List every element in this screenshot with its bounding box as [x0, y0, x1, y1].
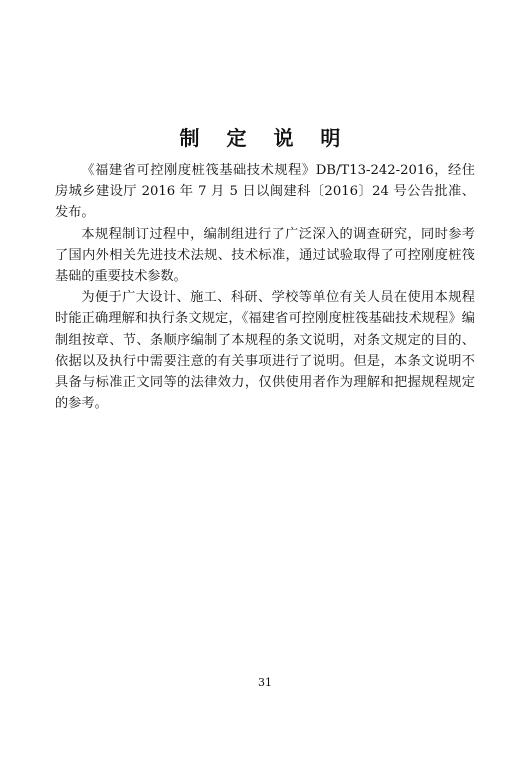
- page-number: 31: [258, 676, 272, 689]
- page-title: 制 定 说 明: [179, 126, 351, 150]
- body-text: [55, 160, 475, 414]
- paragraph-research: 本规程制订过程中，编制组进行了广泛深入的调查研究，同时参考了国内外相关先进技术法规、技术标准，通过试验取得了可控刚度桩筏基础的重要技术参数。: [55, 226, 475, 285]
- paragraph-purpose: 为便于广大设计、施工、科研、学校等单位有关人员在使用本规程时能正确理解和执行条文规定，《福建省可控刚度桩筏基础技术规程》编制组按章、节、条顺序编制了本规程的条文说明，对条文规定的目的、依据以及执行中需要注意的有关事项进行了说明。但是，本条文说明不具备与标准正文同等的法律效力，仅供使用者作为理解和把握规程规定的参考。: [55, 290, 475, 412]
- paragraph-approval: 《福建省可控刚度桩筏基础技术规程》DB/T13-242-2016，经住房城乡建设厅 2016 年 7 月 5 日以闽建科〔2016〕24 号公告批准、发布。: [55, 163, 475, 221]
